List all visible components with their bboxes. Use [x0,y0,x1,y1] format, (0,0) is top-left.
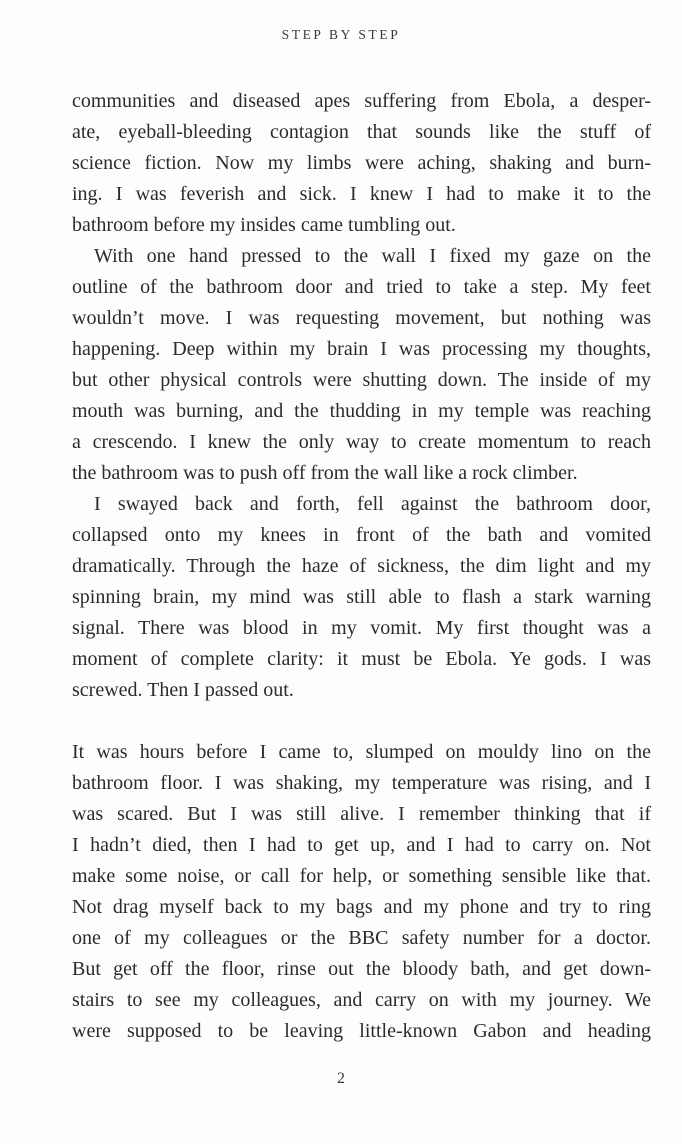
text-line: a crescendo. I knew the only way to create momentum to reach [72,431,651,453]
text-line: I swayed back and forth, fell against the bathroom door, [94,493,651,515]
section-break [72,706,651,737]
page-number: 2 [337,1070,345,1087]
text-line: screwed. Then I passed out. [72,679,294,701]
paragraph [72,241,651,489]
text-line: signal. There was blood in my vomit. My first thought was a [72,617,651,639]
paragraph [72,489,651,706]
text-line: But get off the floor, rinse out the bloody bath, and get down- [72,958,651,980]
text-line: Not drag myself back to my bags and my phone and try to ring [72,896,651,918]
text-line: communities and diseased apes suffering from Ebola, a desper- [72,90,651,112]
text-line: spinning brain, my mind was still able to flash a stark warning [72,586,651,608]
text-line: ate, eyeball-bleeding contagion that sounds like the stuff of [72,121,651,143]
text-line: mouth was burning, and the thudding in my temple was reaching [72,400,651,422]
text-line: wouldn’t move. I was requesting movement, but nothing was [72,307,651,329]
text-line: the bathroom was to push off from the wall like a rock climber. [72,462,578,484]
text-line: make some noise, or call for help, or something sensible like that. [72,865,651,887]
text-line: outline of the bathroom door and tried to take a step. My feet [72,276,651,298]
text-line: moment of complete clarity: it must be Ebola. Ye gods. I was [72,648,651,670]
text-line: were supposed to be leaving little-known Gabon and heading [72,1020,651,1042]
body-text [72,86,651,1047]
text-line: was scared. But I was still alive. I remember thinking that if [72,803,651,825]
text-line: I hadn’t died, then I had to get up, and I had to carry on. Not [72,834,651,856]
text-line: but other physical controls were shutting down. The inside of my [72,369,651,391]
text-line: dramatically. Through the haze of sickness, the dim light and my [72,555,651,577]
text-line: stairs to see my colleagues, and carry on with my journey. We [72,989,651,1011]
text-line: collapsed onto my knees in front of the bath and vomited [72,524,651,546]
text-line: one of my colleagues or the BBC safety number for a doctor. [72,927,651,949]
text-line: bathroom floor. I was shaking, my temperature was rising, and I [72,772,651,794]
text-line: bathroom before my insides came tumbling out. [72,214,456,236]
text-line: It was hours before I came to, slumped on mouldy lino on the [72,741,651,763]
paragraph [72,737,651,1047]
text-line: happening. Deep within my brain I was processing my thoughts, [72,338,651,360]
paragraph [72,86,651,241]
running-head: STEP BY STEP [281,27,401,42]
text-line: ing. I was feverish and sick. I knew I had to make it to the [72,183,651,205]
text-line: science fiction. Now my limbs were aching, shaking and burn- [72,152,651,174]
text-line: With one hand pressed to the wall I fixed my gaze on the [94,245,651,267]
